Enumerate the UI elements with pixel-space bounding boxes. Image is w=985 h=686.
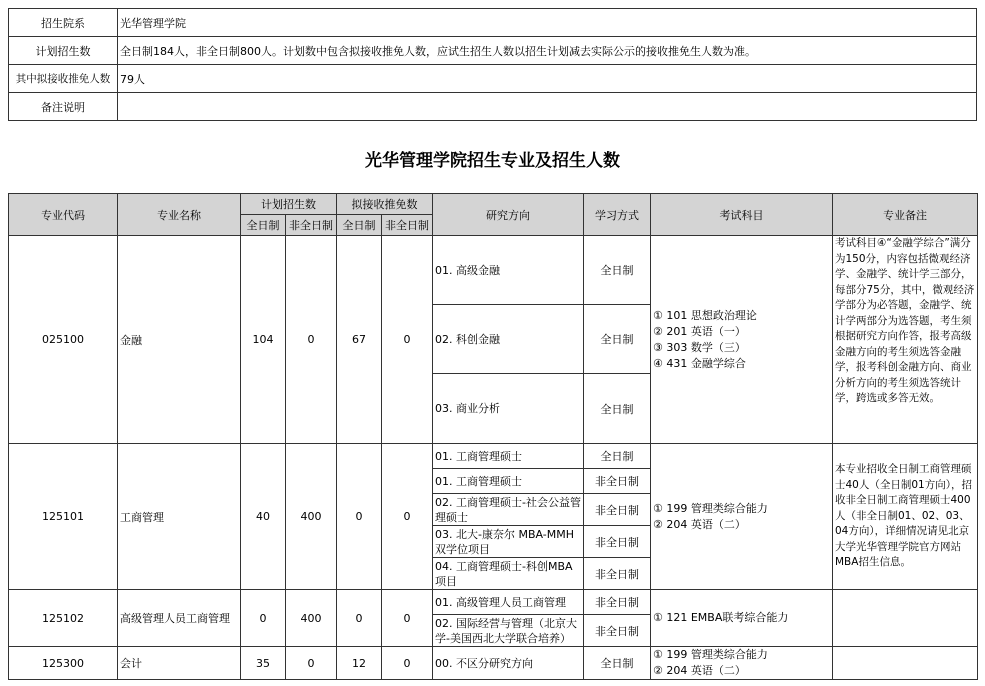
plan-full-count: 35 xyxy=(241,647,286,680)
research-direction: 01. 工商管理硕士 xyxy=(433,469,584,494)
header-plan-full: 全日制 xyxy=(241,215,286,236)
exempt-full-count: 12 xyxy=(337,647,382,680)
study-mode: 非全日制 xyxy=(584,469,651,494)
exempt-full-count: 0 xyxy=(337,590,382,647)
header-exempt: 拟接收推免数 xyxy=(337,194,433,215)
major-note xyxy=(833,590,978,647)
exam-subject: ② 204 英语（二） xyxy=(653,664,746,677)
exam-subjects xyxy=(651,444,833,590)
major-name: 金融 xyxy=(118,236,241,444)
header-plan: 计划招生数 xyxy=(241,194,337,215)
major-note xyxy=(833,647,978,680)
research-direction: 04. 工商管理硕士-科创MBA项目 xyxy=(433,558,584,590)
major-name: 工商管理 xyxy=(118,444,241,590)
header-row-1 xyxy=(9,194,978,215)
exam-subject: ① 199 管理类综合能力 xyxy=(653,501,768,515)
remark-label: 备注说明 xyxy=(9,93,118,121)
exam-subject: ③ 303 数学（三） xyxy=(653,340,746,354)
table-row xyxy=(9,236,978,305)
exam-subject: ② 204 英语（二） xyxy=(653,517,746,531)
study-mode: 全日制 xyxy=(584,374,651,444)
header-direction: 研究方向 xyxy=(433,194,584,236)
exam-subjects xyxy=(651,236,833,444)
research-direction: 00. 不区分研究方向 xyxy=(433,647,584,680)
plan-value: 全日制184人，非全日制800人。计划数中包含拟接收推免人数，应试生招生人数以招生计划减去实际公示的接收推免生人数为准。 xyxy=(118,37,977,65)
info-row-remark xyxy=(9,93,977,121)
major-name: 高级管理人员工商管理 xyxy=(118,590,241,647)
header-plan-part: 非全日制 xyxy=(286,215,337,236)
exempt-part-count: 0 xyxy=(382,590,433,647)
major-name: 会计 xyxy=(118,647,241,680)
research-direction: 01. 工商管理硕士 xyxy=(433,444,584,469)
research-direction: 01. 高级管理人员工商管理 xyxy=(433,590,584,615)
plan-label: 计划招生数 xyxy=(9,37,118,65)
header-subjects: 考试科目 xyxy=(651,194,833,236)
table-row xyxy=(9,444,978,469)
exam-subject: ① 199 管理类综合能力 xyxy=(653,648,768,661)
info-row-exempt xyxy=(9,65,977,93)
page-title: 光华管理学院招生专业及招生人数 xyxy=(365,151,620,171)
exempt-label: 其中拟接收推免人数 xyxy=(9,65,118,93)
major-code: 025100 xyxy=(9,236,118,444)
exam-subject: ④ 431 金融学综合 xyxy=(653,356,746,370)
plan-part-count: 0 xyxy=(286,236,337,444)
header-exempt-full: 全日制 xyxy=(337,215,382,236)
school-value: 光华管理学院 xyxy=(118,9,977,37)
majors-table xyxy=(8,193,978,680)
study-mode: 非全日制 xyxy=(584,526,651,558)
study-mode: 全日制 xyxy=(584,305,651,374)
research-direction: 02. 科创金融 xyxy=(433,305,584,374)
plan-part-count: 400 xyxy=(286,444,337,590)
major-note: 本专业招收全日制工商管理硕士40人（全日制01方向），招收非全日制工商管理硕士400人（非全日制01、02、03、04方向），详细情况请见北京大学光华管理学院官方网站MBA招生信息。 xyxy=(833,444,978,590)
header-exempt-part: 非全日制 xyxy=(382,215,433,236)
exempt-full-count: 0 xyxy=(337,444,382,590)
info-table xyxy=(8,8,977,121)
info-row-school xyxy=(9,9,977,37)
exam-subjects xyxy=(651,590,833,647)
major-code: 125300 xyxy=(9,647,118,680)
research-direction: 02. 国际经营与管理（北京大学-美国西北大学联合培养） xyxy=(433,615,584,647)
major-code: 125102 xyxy=(9,590,118,647)
study-mode: 非全日制 xyxy=(584,615,651,647)
header-name: 专业名称 xyxy=(118,194,241,236)
research-direction: 03. 商业分析 xyxy=(433,374,584,444)
header-code: 专业代码 xyxy=(9,194,118,236)
study-mode: 全日制 xyxy=(584,236,651,305)
exam-subject: ① 101 思想政治理论 xyxy=(653,308,757,322)
plan-full-count: 104 xyxy=(241,236,286,444)
exempt-part-count: 0 xyxy=(382,236,433,444)
study-mode: 全日制 xyxy=(584,444,651,469)
study-mode: 全日制 xyxy=(584,647,651,680)
exempt-part-count: 0 xyxy=(382,444,433,590)
plan-part-count: 400 xyxy=(286,590,337,647)
header-mode: 学习方式 xyxy=(584,194,651,236)
table-row xyxy=(9,647,978,680)
study-mode: 非全日制 xyxy=(584,590,651,615)
remark-value xyxy=(118,93,977,121)
exam-subject: ② 201 英语（一） xyxy=(653,324,746,338)
info-row-plan xyxy=(9,37,977,65)
research-direction: 03. 北大-康奈尔 MBA-MMH 双学位项目 xyxy=(433,526,584,558)
exam-subject: ① 121 EMBA联考综合能力 xyxy=(653,611,789,624)
plan-full-count: 0 xyxy=(241,590,286,647)
exempt-value: 79人 xyxy=(118,65,977,93)
research-direction: 02. 工商管理硕士-社会公益管理硕士 xyxy=(433,494,584,526)
school-label: 招生院系 xyxy=(9,9,118,37)
plan-part-count: 0 xyxy=(286,647,337,680)
research-direction: 01. 高级金融 xyxy=(433,236,584,305)
header-note: 专业备注 xyxy=(833,194,978,236)
table-row xyxy=(9,590,978,615)
major-note: 考试科目④“金融学综合”满分为150分，内容包括微观经济学、金融学、统计学三部分，每部分75分，其中，微观经济学部分为必答题，金融学、统计学两部分为选答题，考生须根据研究方向作答，报考高级金融方向的考生须选答金融学，报考科创金融方向、商业分析方向的考生须选答统计学，跨选或多答无效。 xyxy=(833,236,978,444)
exempt-part-count: 0 xyxy=(382,647,433,680)
plan-full-count: 40 xyxy=(241,444,286,590)
study-mode: 非全日制 xyxy=(584,558,651,590)
study-mode: 非全日制 xyxy=(584,494,651,526)
major-code: 125101 xyxy=(9,444,118,590)
exempt-full-count: 67 xyxy=(337,236,382,444)
exam-subjects xyxy=(651,647,833,680)
